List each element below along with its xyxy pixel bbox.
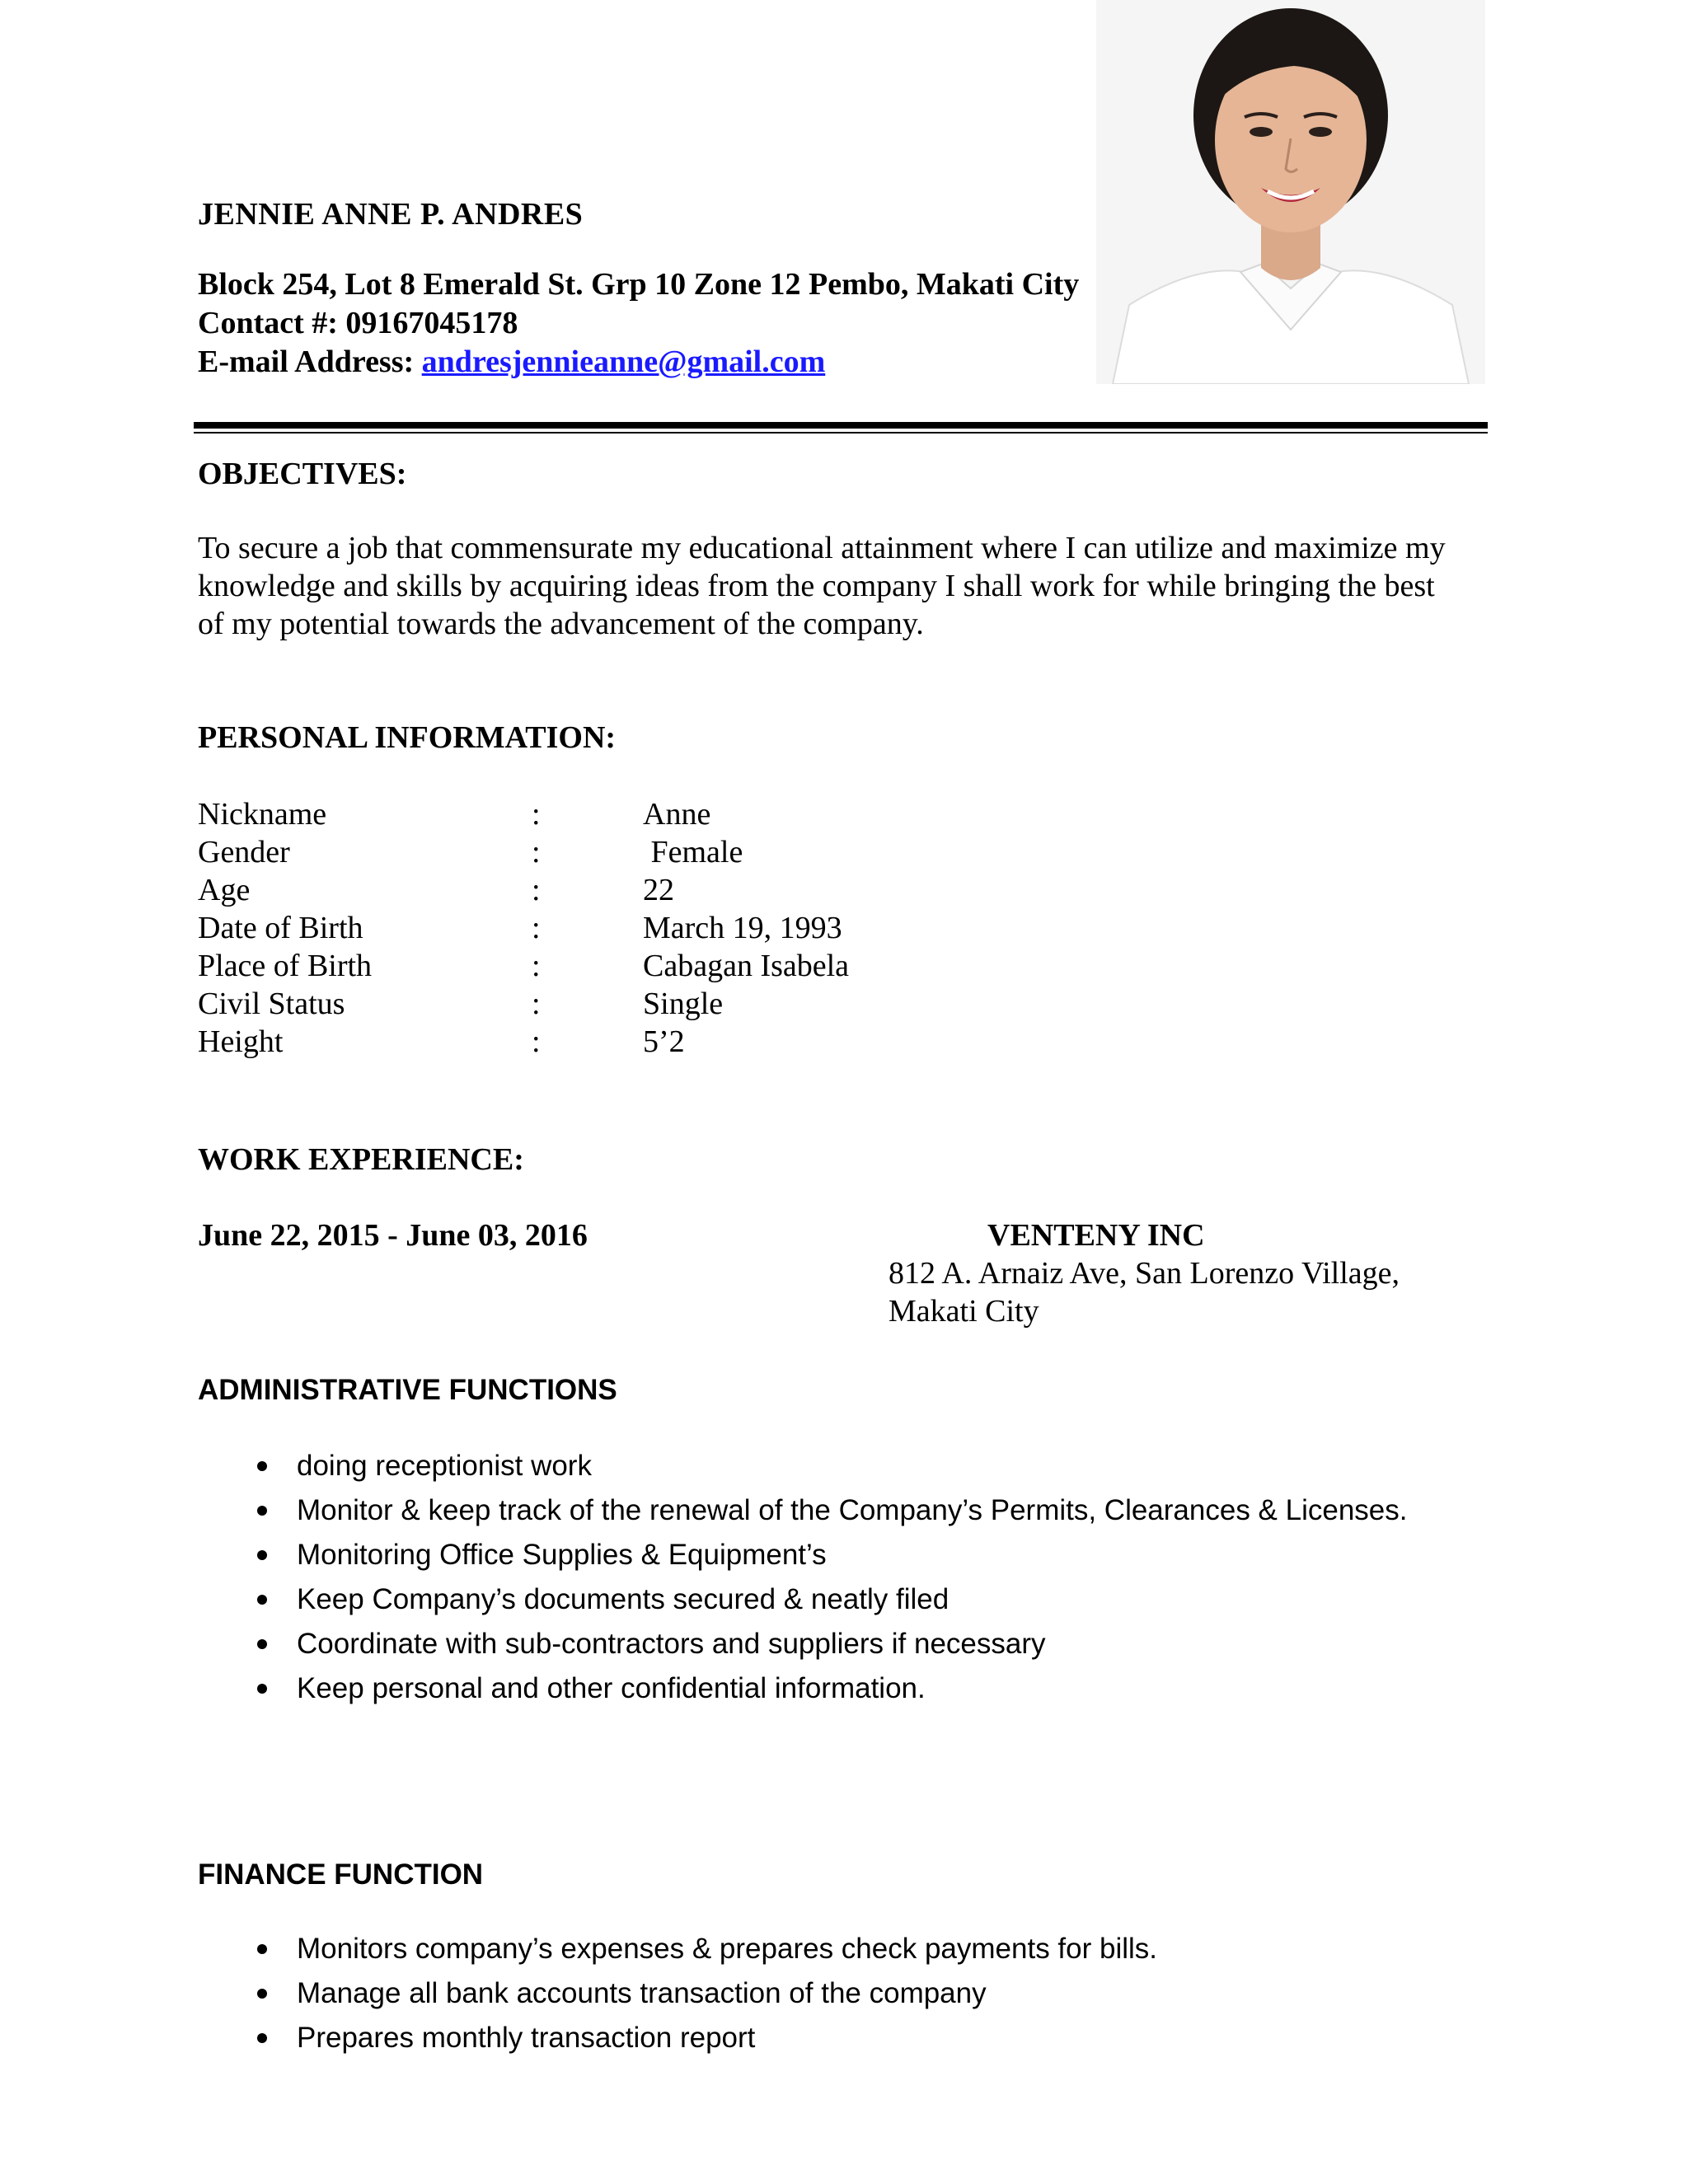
bullet-icon	[257, 1639, 267, 1649]
info-label: Age	[198, 873, 251, 907]
admin-functions-list	[297, 1444, 1451, 1711]
info-label: Gender	[198, 835, 290, 869]
work-experience-heading: WORK EXPERIENCE:	[198, 1142, 524, 1177]
list-item: Monitoring Office Supplies & Equipment’s	[297, 1533, 1451, 1577]
address-line: Block 254, Lot 8 Emerald St. Grp 10 Zone 12 Pembo, Makati City	[198, 267, 1080, 302]
email-line	[198, 343, 1079, 382]
personal-info-heading: PERSONAL INFORMATION:	[198, 720, 617, 755]
info-colon: :	[532, 873, 541, 907]
bullet-icon	[257, 1461, 267, 1471]
info-value: 5’2	[643, 1024, 685, 1059]
bullet-icon	[257, 1506, 267, 1516]
bullet-icon	[257, 1684, 267, 1694]
email-label: E-mail Address:	[198, 344, 422, 379]
info-value: Anne	[643, 797, 711, 832]
bullet-icon	[257, 2033, 267, 2043]
applicant-photo	[1096, 0, 1485, 384]
info-value: 22	[643, 873, 674, 907]
info-label: Civil Status	[198, 987, 345, 1021]
address-line-1: 812 A. Arnaiz Ave, San Lorenzo Village,	[889, 1256, 1400, 1291]
finance-function-list	[297, 1927, 1451, 2060]
info-label: Date of Birth	[198, 911, 363, 945]
applicant-name: JENNIE ANNE P. ANDRES	[198, 197, 584, 232]
list-item: Monitor & keep track of the renewal of the Company’s Permits, Clearances & Licenses.	[297, 1488, 1451, 1533]
info-value: Single	[643, 987, 724, 1021]
info-label: Nickname	[198, 797, 327, 832]
work-company-address	[889, 1254, 1400, 1330]
list-item: Manage all bank accounts transaction of the company	[297, 1971, 1451, 2016]
info-value: Cabagan Isabela	[643, 949, 850, 983]
list-item: Keep Company’s documents secured & neatly filed	[297, 1577, 1451, 1622]
bullet-icon	[257, 1989, 267, 1999]
bullet-icon	[257, 1595, 267, 1605]
work-date-range: June 22, 2015 - June 03, 2016	[198, 1218, 588, 1253]
info-colon: :	[532, 911, 541, 945]
address-line-2: Makati City	[889, 1294, 1039, 1329]
contact-block	[198, 265, 1079, 382]
info-colon: :	[532, 949, 541, 983]
info-colon: :	[532, 797, 541, 832]
list-item: Coordinate with sub-contractors and suppliers if necessary	[297, 1622, 1451, 1666]
list-item: Keep personal and other confidential information.	[297, 1666, 1451, 1711]
objectives-text: To secure a job that commensurate my educational attainment where I can utilize and maximize my knowledge and skills by acquiring ideas from the company I shall work for while bringing the best of my potential towards the advancement of the company.	[198, 531, 1446, 641]
header-divider-thin	[194, 432, 1488, 434]
info-label: Height	[198, 1024, 284, 1059]
info-colon: :	[532, 987, 541, 1021]
header-divider-thick	[194, 422, 1488, 429]
admin-functions-heading: ADMINISTRATIVE FUNCTIONS	[198, 1374, 617, 1406]
work-company-name: VENTENY INC	[987, 1218, 1205, 1253]
info-value: March 19, 1993	[643, 911, 842, 945]
list-item: Monitors company’s expenses & prepares check payments for bills.	[297, 1927, 1451, 1971]
info-value: Female	[643, 835, 743, 869]
info-label: Place of Birth	[198, 949, 373, 983]
list-item: Prepares monthly transaction report	[297, 2016, 1451, 2060]
phone-line: Contact #: 09167045178	[198, 306, 518, 340]
email-link[interactable]: andresjennieanne@gmail.com	[421, 344, 826, 379]
info-colon: :	[532, 835, 541, 869]
info-colon: :	[532, 1024, 541, 1059]
list-item: doing receptionist work	[297, 1444, 1451, 1488]
objectives-heading: OBJECTIVES:	[198, 457, 407, 491]
bullet-icon	[257, 1944, 267, 1954]
finance-function-heading: FINANCE FUNCTION	[198, 1858, 484, 1891]
bullet-icon	[257, 1550, 267, 1560]
